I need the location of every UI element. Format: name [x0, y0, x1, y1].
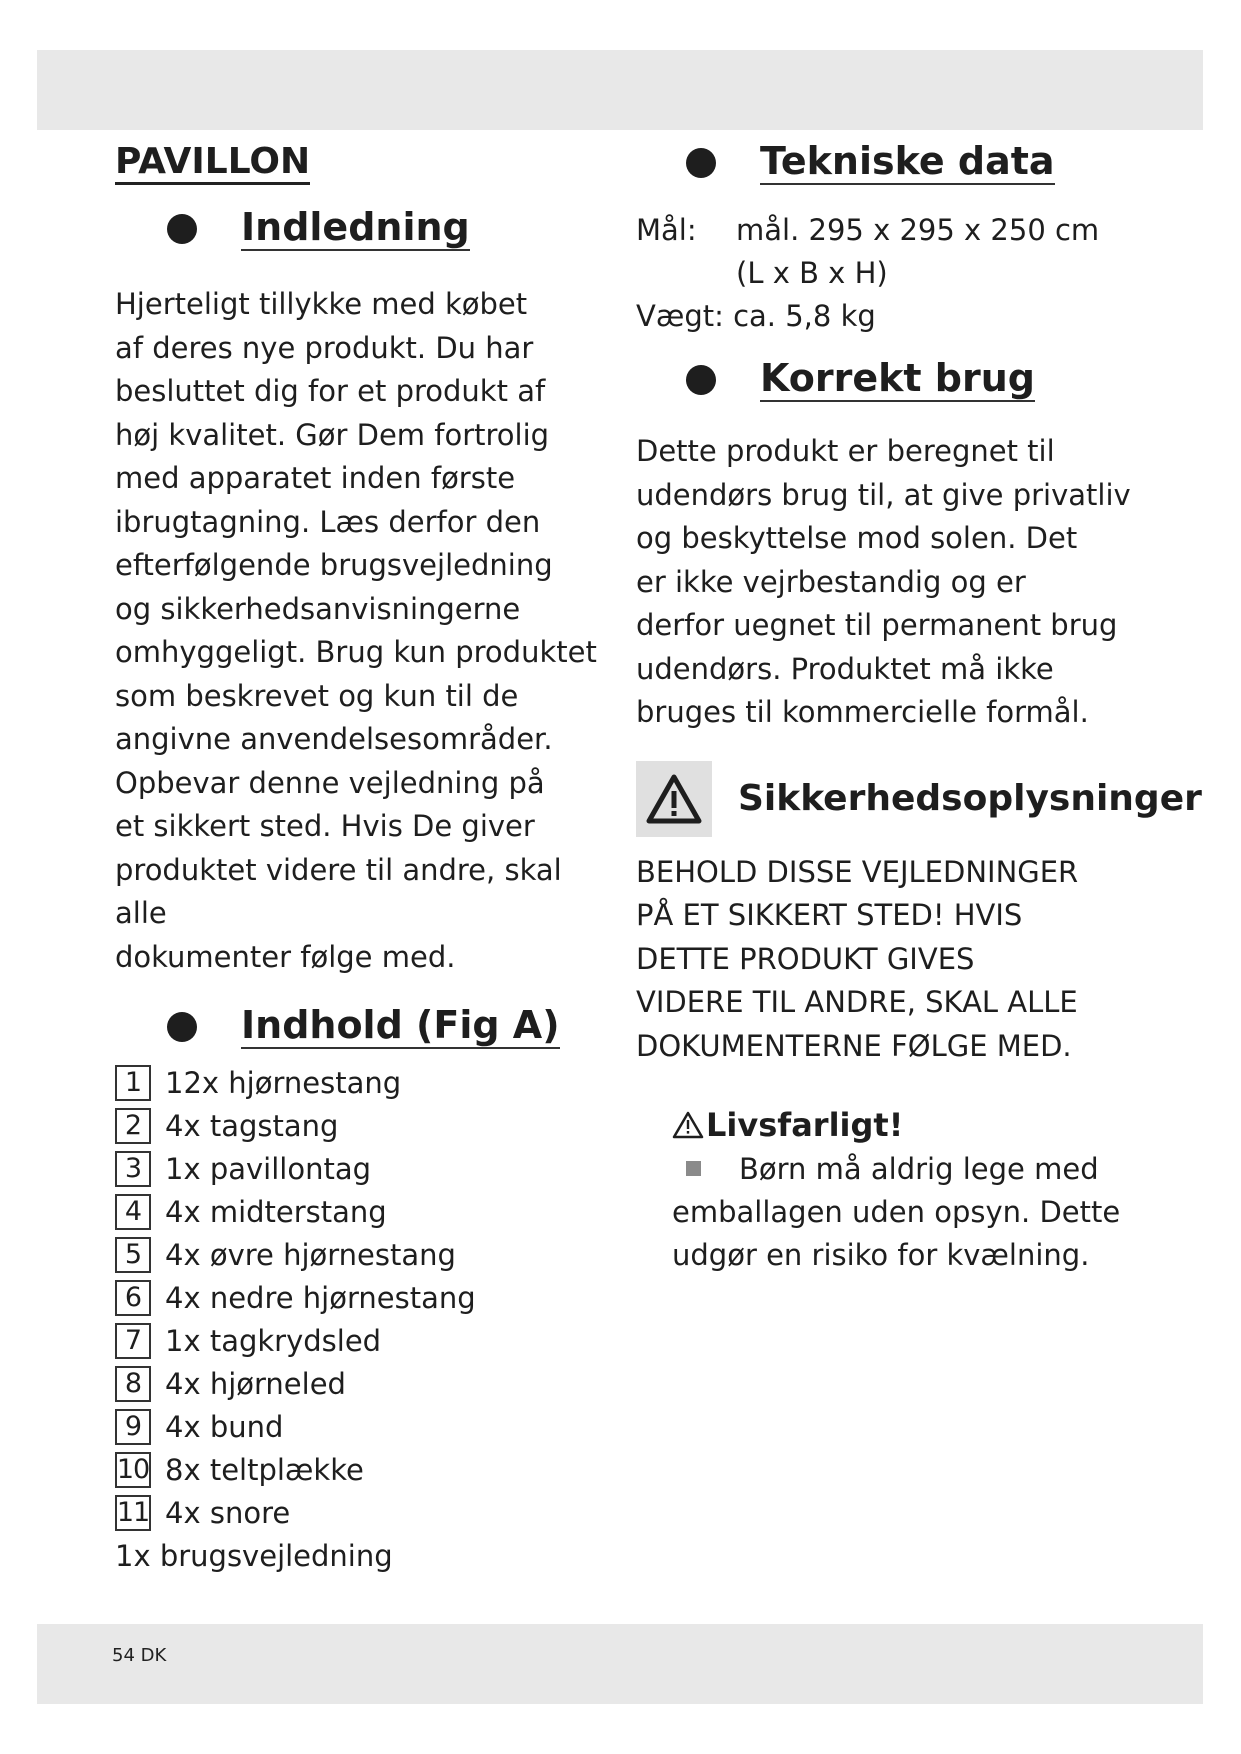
- safety-line: VIDERE TIL ANDRE, SKAL ALLE: [636, 985, 1078, 1019]
- item-text: 4x bund: [165, 1409, 284, 1444]
- danger-line: emballagen uden opsyn. Dette: [672, 1195, 1121, 1229]
- danger-text: [672, 1148, 1156, 1277]
- item-text: 4x midterstang: [165, 1194, 387, 1229]
- intro-heading: [167, 201, 615, 257]
- list-item: [115, 1448, 615, 1491]
- item-text: 8x teltplække: [165, 1452, 364, 1487]
- item-text: 4x tagstang: [165, 1108, 339, 1143]
- danger-block: [672, 1106, 1156, 1277]
- danger-heading: [672, 1106, 1156, 1144]
- size-dimensions: mål. 295 x 295 x 250 cm: [736, 213, 1100, 247]
- size-dimension-axes: (L x B x H): [736, 256, 888, 290]
- list-item: [115, 1319, 615, 1362]
- item-number: 1: [115, 1065, 151, 1101]
- bullet-icon: [167, 214, 197, 244]
- list-item: [115, 1233, 615, 1276]
- intro-line: omhyggeligt. Brug kun produktet: [115, 635, 597, 670]
- item-text: 1x tagkrydsled: [165, 1323, 382, 1358]
- usage-line: og beskyttelse mod solen. Det: [636, 521, 1078, 555]
- intro-line: dokumenter følge med.: [115, 939, 456, 974]
- list-item: [115, 1061, 615, 1104]
- intro-line: efterfølgende brugsvejledning: [115, 548, 553, 583]
- bullet-icon: [686, 365, 716, 395]
- intro-line: et sikkert sted. Hvis De giver: [115, 809, 535, 844]
- item-text: 4x hjørneled: [165, 1366, 346, 1401]
- danger-line: udgør en risiko for kvælning.: [672, 1238, 1090, 1272]
- danger-heading-text: Livsfarligt!: [706, 1106, 904, 1144]
- list-item: [115, 1405, 615, 1448]
- list-item: [115, 1190, 615, 1233]
- intro-line: som beskrevet og kun til de: [115, 678, 519, 713]
- size-row: [636, 209, 1156, 295]
- intro-line: og sikkerhedsanvisningerne: [115, 591, 521, 626]
- size-value: [736, 209, 1099, 295]
- item-number: 8: [115, 1366, 151, 1402]
- intro-line: med apparatet inden første: [115, 461, 516, 496]
- usage-heading-text: Korrekt brug: [760, 356, 1035, 401]
- bullet-icon: [167, 1012, 197, 1042]
- page-number: 54 DK: [112, 1645, 167, 1666]
- intro-heading-text: Indledning: [241, 205, 470, 250]
- usage-line: derfor uegnet til permanent brug: [636, 608, 1118, 642]
- safety-line: BEHOLD DISSE VEJLEDNINGER: [636, 854, 1079, 889]
- usage-line: udendørs. Produktet må ikke: [636, 651, 1054, 686]
- item-number: 2: [115, 1108, 151, 1144]
- list-item: [115, 1276, 615, 1319]
- danger-line: Børn må aldrig lege med: [739, 1152, 1099, 1186]
- intro-line: høj kvalitet. Gør Dem fortrolig: [115, 417, 550, 452]
- usage-heading: [686, 352, 1156, 408]
- item-text: 1x pavillontag: [165, 1151, 372, 1186]
- list-item-extra: [115, 1534, 615, 1577]
- safety-text: [636, 851, 1156, 1069]
- contents-list: [115, 1061, 615, 1577]
- safety-heading: [636, 761, 1202, 837]
- item-number: 5: [115, 1237, 151, 1273]
- size-label: Mål:: [636, 213, 697, 247]
- item-text: 4x øvre hjørnestang: [165, 1237, 456, 1272]
- item-number: 7: [115, 1323, 151, 1359]
- item-text: 4x nedre hjørnestang: [165, 1280, 476, 1315]
- tech-heading-text: Tekniske data: [760, 139, 1055, 184]
- usage-line: udendørs brug til, at give privatliv: [636, 477, 1131, 512]
- item-number: 6: [115, 1280, 151, 1316]
- tech-heading: [686, 135, 1156, 191]
- list-item: [115, 1104, 615, 1147]
- usage-text: [636, 430, 1156, 735]
- header-band: [37, 50, 1203, 130]
- safety-line: PÅ ET SIKKERT STED! HVIS: [636, 898, 1023, 932]
- item-number: 11: [115, 1495, 151, 1531]
- list-item: [115, 1491, 615, 1534]
- list-item: [115, 1362, 615, 1405]
- usage-line: bruges til kommercielle formål.: [636, 695, 1089, 729]
- item-number: 4: [115, 1194, 151, 1230]
- tech-specs: [636, 209, 1156, 338]
- intro-line: Hjerteligt tillykke med købet: [115, 287, 528, 322]
- left-column: [115, 135, 615, 1577]
- safety-line: DETTE PRODUKT GIVES: [636, 941, 975, 976]
- warning-triangle-icon: [636, 761, 712, 837]
- intro-text: [115, 283, 615, 979]
- document-title: PAVILLON: [115, 141, 310, 185]
- intro-line: angivne anvendelsesområder.: [115, 722, 553, 757]
- item-number: 3: [115, 1151, 151, 1187]
- item-text: 12x hjørnestang: [165, 1065, 402, 1100]
- list-item: [115, 1147, 615, 1190]
- item-text: 4x snore: [165, 1495, 291, 1530]
- usage-line: er ikke vejrbestandig og er: [636, 564, 1026, 599]
- right-column: [636, 135, 1202, 1277]
- safety-line: DOKUMENTERNE FØLGE MED.: [636, 1028, 1072, 1063]
- warning-triangle-small-icon: [672, 1111, 704, 1139]
- item-text: 1x brugsvejledning: [115, 1538, 393, 1573]
- intro-line: besluttet dig for et produkt af: [115, 374, 546, 409]
- usage-line: Dette produkt er beregnet til: [636, 434, 1055, 468]
- contents-heading: [167, 999, 615, 1055]
- weight-value: Vægt: ca. 5,8 kg: [636, 299, 876, 333]
- square-bullet-icon: [686, 1161, 701, 1176]
- footer-band: [37, 1624, 1203, 1704]
- item-number: 9: [115, 1409, 151, 1445]
- intro-line: Opbevar denne vejledning på: [115, 765, 545, 800]
- safety-heading-text: Sikkerhedsoplysninger: [738, 778, 1202, 819]
- contents-heading-text: Indhold (Fig A): [241, 1003, 560, 1048]
- item-number: 10: [115, 1452, 151, 1488]
- intro-line: produktet videre til andre, skal alle: [115, 852, 562, 931]
- weight-row: [636, 295, 1156, 338]
- bullet-icon: [686, 148, 716, 178]
- intro-line: ibrugtagning. Læs derfor den: [115, 504, 541, 539]
- intro-line: af deres nye produkt. Du har: [115, 330, 534, 365]
